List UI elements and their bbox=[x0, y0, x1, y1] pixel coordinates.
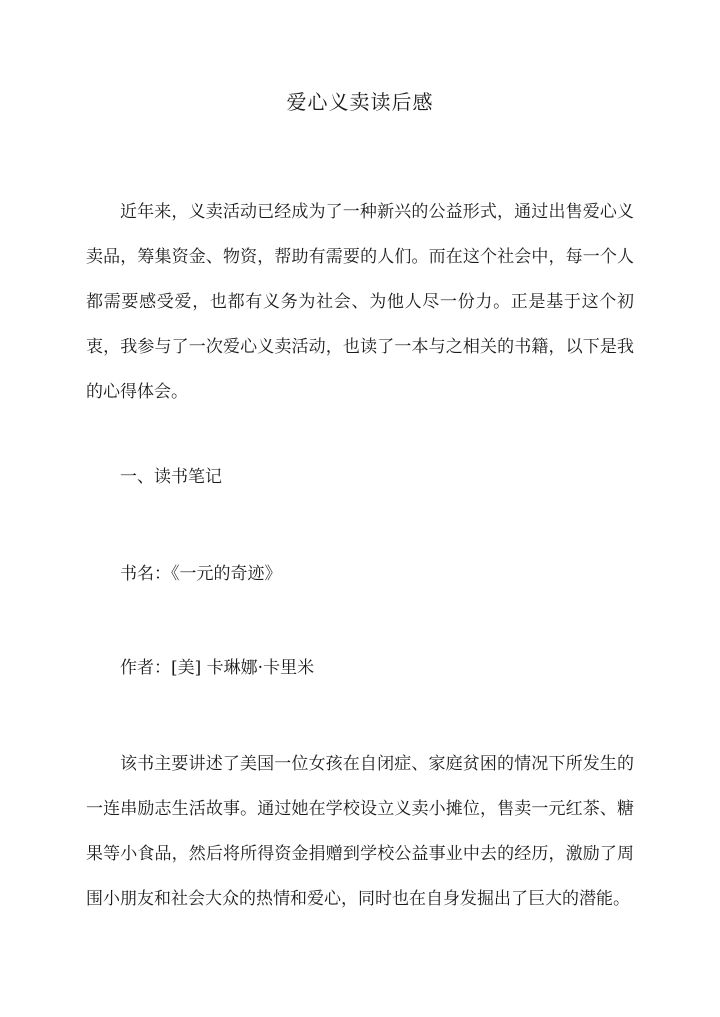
book-name-line: 书名：《一元的奇迹》 bbox=[120, 564, 282, 584]
summary-paragraph: 该书主要讲述了美国一位女孩在自闭症、家庭贫困的情况下所发生的一连串励志生活故事。通过她在学校设立义卖小摊位，售卖一元红茶、糖果等小食品，然后将所得资金捐赠到学校公益事业中去的经历，激励了周围小朋友和社会大众的热情和爱心，同时也在自身发掘出了巨大的潜能。 bbox=[86, 754, 634, 909]
document-title: 爱心义卖读后感 bbox=[286, 90, 434, 114]
intro-paragraph: 近年来，义卖活动已经成为了一种新兴的公益形式，通过出售爱心义卖品，筹集资金、物资，帮助有需要的人们。而在这个社会中，每一个人都需要感受爱，也都有义务为社会、为他人尽一份力。正是基于这个初衷，我参与了一次爱心义卖活动，也读了一本与之相关的书籍，以下是我的心得体会。 bbox=[86, 202, 634, 402]
section-heading-reading-notes: 一、读书笔记 bbox=[120, 467, 222, 487]
book-author-line: 作者：[美] 卡琳娜·卡里米 bbox=[120, 658, 315, 678]
